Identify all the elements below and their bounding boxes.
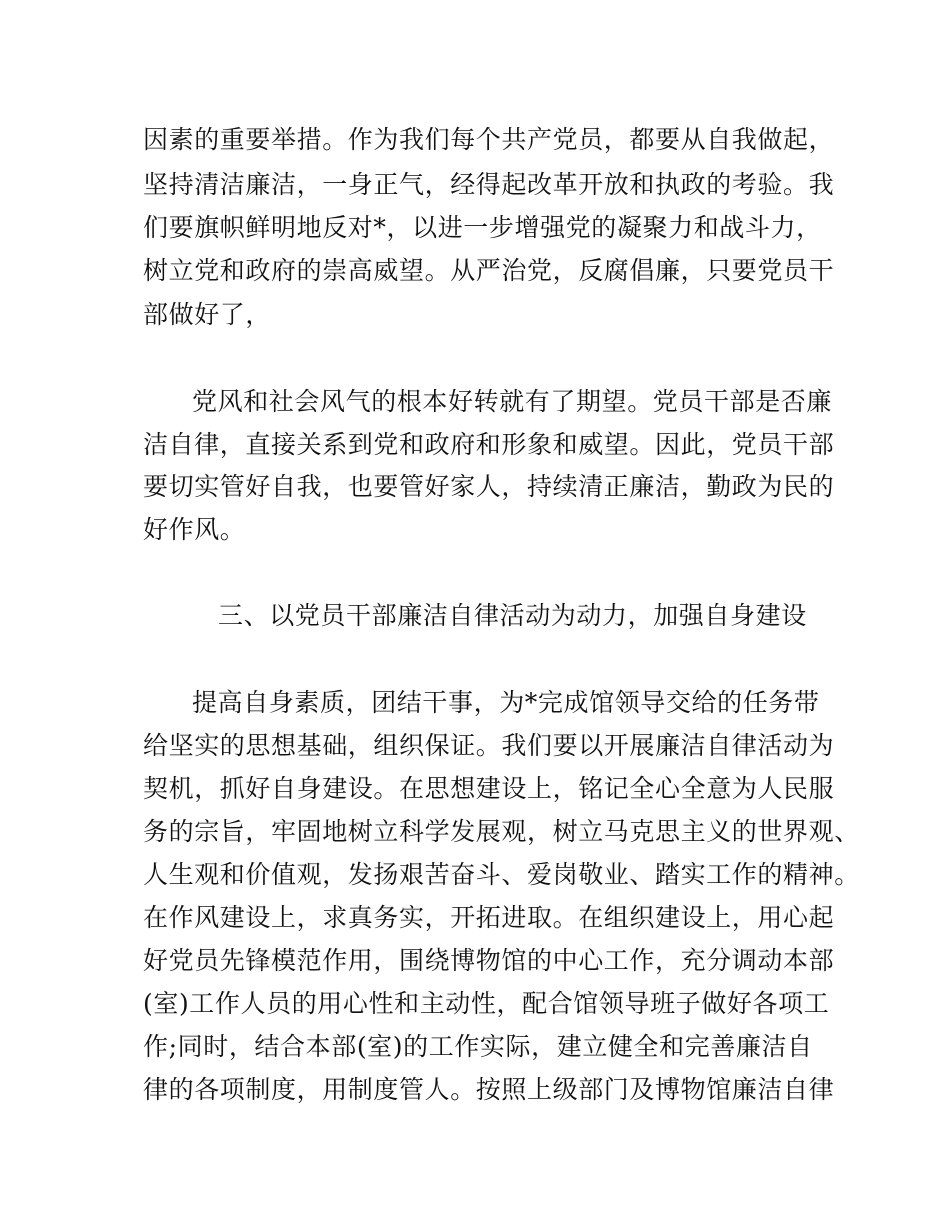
text-line: 作;同时，结合本部(室)的工作实际，建立健全和完善廉洁自 bbox=[143, 1032, 813, 1061]
text-line: 们要旗帜鲜明地反对*，以进一步增强党的凝聚力和战斗力， bbox=[143, 213, 822, 242]
text-line: 律的各项制度，用制度管人。按照上级部门及博物馆廉洁自律 bbox=[143, 1075, 835, 1104]
text-line: 部做好了， bbox=[143, 300, 272, 329]
section-heading: 三、以党员干部廉洁自律活动为动力，加强自身建设 bbox=[218, 601, 807, 630]
text-line: 契机，抓好自身建设。在思想建设上，铭记全心全意为人民服 bbox=[143, 774, 835, 803]
text-line: 坚持清洁廉洁，一身正气，经得起改革开放和执政的考验。我 bbox=[143, 170, 835, 199]
text-line: 提高自身素质，团结干事，为*完成馆领导交给的任务带 bbox=[192, 688, 820, 717]
text-line: 好党员先锋模范作用，围绕博物馆的中心工作，充分调动本部 bbox=[143, 946, 835, 975]
text-line: 好作风。 bbox=[143, 515, 246, 544]
text-line: 人生观和价值观，发扬艰苦奋斗、爱岗敬业、踏实工作的精神。 bbox=[143, 860, 860, 889]
text-line: 树立党和政府的崇高威望。从严治党，反腐倡廉，只要党员干 bbox=[143, 256, 835, 285]
text-line: 给坚实的思想基础，组织保证。我们要以开展廉洁自律活动为 bbox=[143, 731, 835, 760]
text-line: 洁自律，直接关系到党和政府和形象和威望。因此，党员干部 bbox=[143, 430, 835, 459]
text-line: 要切实管好自我，也要管好家人，持续清正廉洁，勤政为民的 bbox=[143, 472, 835, 501]
text-line: 因素的重要举措。作为我们每个共产党员，都要从自我做起， bbox=[143, 125, 835, 154]
text-line: 务的宗旨，牢固地树立科学发展观，树立马克思主义的世界观、 bbox=[143, 817, 860, 846]
text-line: 党风和社会风气的根本好转就有了期望。党员干部是否廉 bbox=[192, 387, 833, 416]
text-line: (室)工作人员的用心性和主动性，配合馆领导班子做好各项工 bbox=[143, 989, 830, 1018]
text-line: 在作风建设上，求真务实，开拓进取。在组织建设上，用心起 bbox=[143, 903, 835, 932]
